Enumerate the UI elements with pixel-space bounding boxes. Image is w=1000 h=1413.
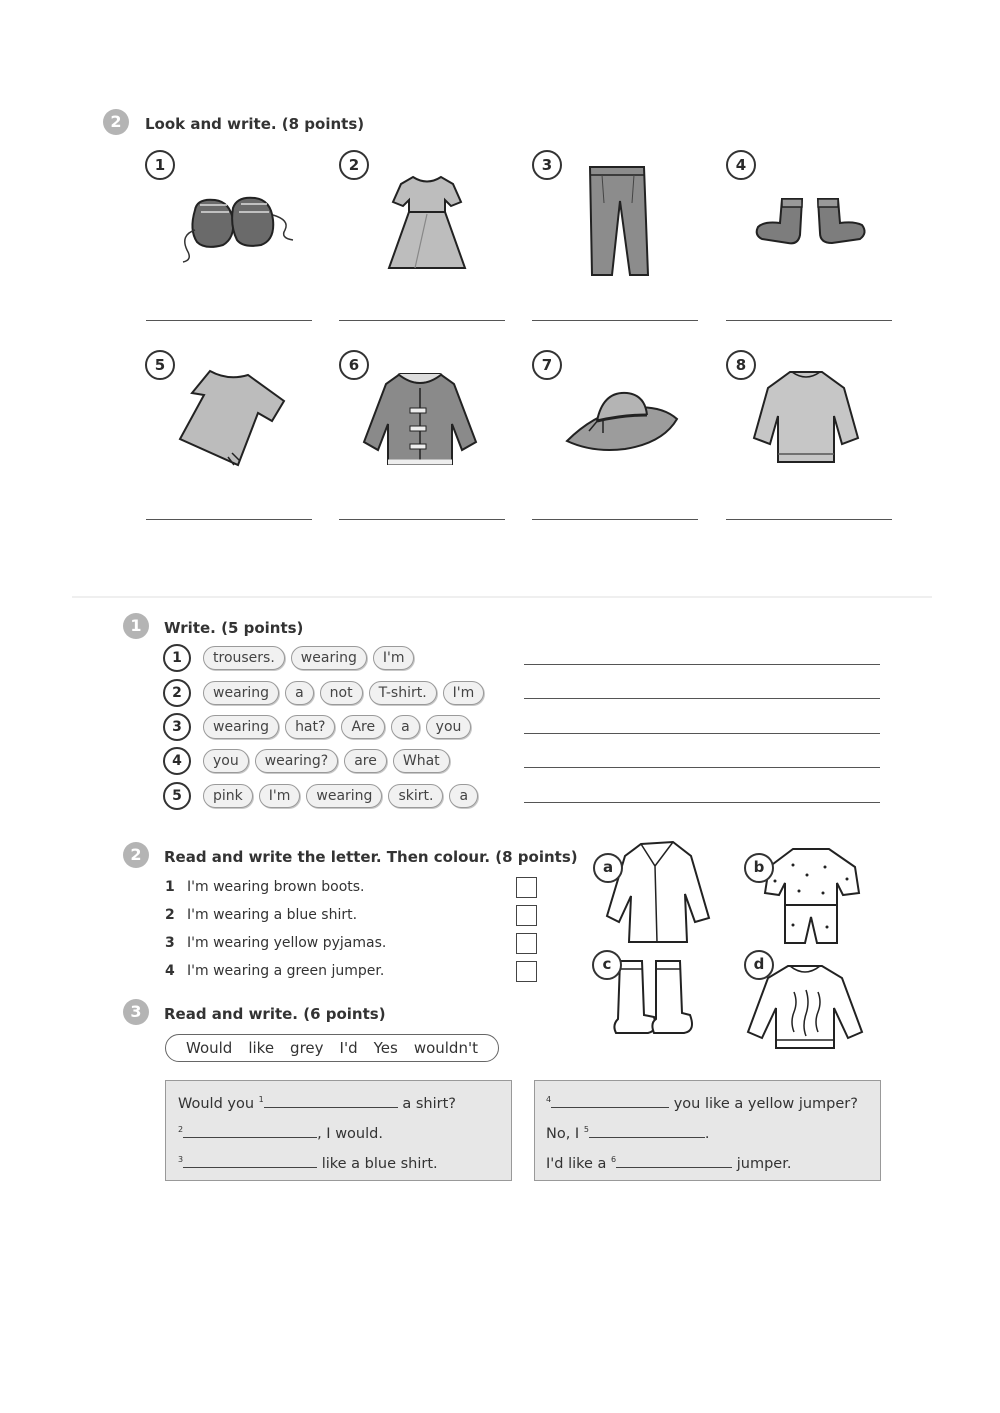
dialogue-line [546, 1153, 791, 1172]
sentence-text: I'm wearing brown boots. [187, 879, 365, 895]
word-bank-item: wouldn't [413, 1039, 478, 1057]
dialogue-text: , I would. [317, 1126, 383, 1142]
section-heading: Look and write. (8 points) [145, 115, 365, 133]
row-number: 4 [163, 747, 191, 775]
row-number: 1 [163, 644, 191, 672]
word-chip: not [320, 681, 363, 705]
section-badge: 2 [123, 842, 149, 868]
hat-icon [563, 385, 681, 455]
answer-line[interactable] [726, 519, 892, 520]
socks-icon [752, 195, 872, 247]
word-chip: are [344, 749, 387, 773]
dialogue-text: Would you [178, 1096, 259, 1112]
row-number: 3 [163, 713, 191, 741]
dialogue-line [546, 1123, 710, 1142]
answer-line[interactable] [532, 320, 698, 321]
picture-letter: a [593, 853, 623, 883]
word-chip: you [203, 749, 249, 773]
dialogue-line [178, 1123, 383, 1142]
word-bank-item: Would [186, 1039, 233, 1057]
gap-number: 3 [178, 1155, 184, 1165]
sentence-item [165, 907, 357, 923]
word-chip: I'm [259, 784, 301, 808]
gap-blank[interactable] [183, 1123, 317, 1138]
gap-number: 6 [611, 1155, 617, 1165]
item-number: 2 [339, 150, 369, 180]
letter-box[interactable] [516, 933, 537, 954]
word-bank-item: Yes [373, 1039, 398, 1057]
sentence-text: I'm wearing a green jumper. [187, 963, 385, 979]
dialogue-text: jumper. [732, 1156, 792, 1172]
gap-blank[interactable] [264, 1093, 398, 1108]
answer-line[interactable] [726, 320, 892, 321]
answer-line[interactable] [524, 767, 880, 768]
dialogue-line [546, 1093, 858, 1112]
section-badge: 3 [123, 999, 149, 1025]
word-chip: a [449, 784, 478, 808]
item-number: 6 [339, 350, 369, 380]
answer-line[interactable] [339, 519, 505, 520]
item-number: 3 [532, 150, 562, 180]
item-number: 3 [165, 935, 175, 951]
letter-box[interactable] [516, 905, 537, 926]
letter-box[interactable] [516, 961, 537, 982]
word-order-row [163, 747, 456, 775]
item-number: 2 [165, 907, 175, 923]
word-chip: T-shirt. [369, 681, 437, 705]
sentence-item [165, 963, 384, 979]
answer-line[interactable] [524, 802, 880, 803]
dialogue-text: you like a yellow jumper? [669, 1096, 858, 1112]
answer-line[interactable] [146, 519, 312, 520]
word-chip: a [391, 715, 420, 739]
t-shirt-icon [178, 365, 293, 475]
word-chip: skirt. [388, 784, 443, 808]
section-heading: Write. (5 points) [164, 619, 304, 637]
gap-number: 2 [178, 1125, 184, 1135]
gap-number: 4 [546, 1095, 552, 1105]
word-chip: What [393, 749, 450, 773]
word-chip: wearing? [255, 749, 338, 773]
answer-line[interactable] [339, 320, 505, 321]
gap-blank[interactable] [589, 1123, 705, 1138]
word-chip: wearing [203, 715, 279, 739]
dialogue-text: . [704, 1126, 710, 1142]
word-bank [165, 1034, 499, 1062]
word-chip: wearing [291, 646, 367, 670]
boots-icon [175, 190, 300, 265]
word-chip: hat? [285, 715, 335, 739]
row-number: 5 [163, 782, 191, 810]
item-number: 5 [145, 350, 175, 380]
picture-letter: c [592, 950, 622, 980]
jumper-icon [750, 368, 862, 468]
word-chip: I'm [373, 646, 415, 670]
gap-number: 5 [583, 1125, 589, 1135]
sentence-item [165, 935, 386, 951]
section-badge: 1 [123, 613, 149, 639]
dialogue-line [178, 1153, 438, 1172]
sentence-text: I'm wearing a blue shirt. [187, 907, 358, 923]
sentence-text: I'm wearing yellow pyjamas. [187, 935, 387, 951]
word-chip: I'm [443, 681, 485, 705]
shirt-icon [603, 838, 715, 948]
gap-blank[interactable] [551, 1093, 669, 1108]
dialogue-text: No, I [546, 1126, 584, 1142]
row-number: 2 [163, 679, 191, 707]
dialogue-text: like a blue shirt. [317, 1156, 438, 1172]
answer-line[interactable] [524, 664, 880, 665]
word-chip: wearing [306, 784, 382, 808]
gap-blank[interactable] [183, 1153, 317, 1168]
word-order-row [163, 713, 477, 741]
section-heading: Read and write. (6 points) [164, 1005, 386, 1023]
pyjamas-icon [763, 845, 863, 947]
word-bank-item: grey [290, 1039, 324, 1057]
dialogue-text: I'd like a [546, 1156, 612, 1172]
boots-icon [610, 955, 696, 1037]
answer-line[interactable] [524, 698, 880, 699]
item-number: 1 [165, 879, 175, 895]
dialogue-line [178, 1093, 456, 1112]
section-badge: 2 [103, 109, 129, 135]
picture-letter: b [744, 853, 774, 883]
dress-icon [385, 172, 470, 272]
word-bank-item: I'd [339, 1039, 358, 1057]
picture-letter: d [744, 950, 774, 980]
trousers-icon [582, 163, 657, 281]
word-chip: you [426, 715, 472, 739]
word-chip: wearing [203, 681, 279, 705]
item-number: 7 [532, 350, 562, 380]
item-number: 1 [145, 150, 175, 180]
coat-icon [358, 368, 483, 468]
word-chip: a [285, 681, 314, 705]
item-number: 4 [726, 150, 756, 180]
word-chip: pink [203, 784, 253, 808]
gap-blank[interactable] [616, 1153, 732, 1168]
word-chip: trousers. [203, 646, 285, 670]
answer-line[interactable] [146, 320, 312, 321]
item-number: 8 [726, 350, 756, 380]
divider [72, 596, 932, 598]
word-bank-item: like [248, 1039, 275, 1057]
section-heading: Read and write the letter. Then colour. (8 points) [164, 848, 578, 866]
word-order-row [163, 644, 420, 672]
letter-box[interactable] [516, 877, 537, 898]
word-chip: Are [341, 715, 385, 739]
word-order-row [163, 679, 490, 707]
sentence-item [165, 879, 365, 895]
answer-line[interactable] [524, 733, 880, 734]
item-number: 4 [165, 963, 175, 979]
gap-number: 1 [258, 1095, 264, 1105]
dialogue-text: a shirt? [397, 1096, 456, 1112]
word-order-row [163, 782, 484, 810]
answer-line[interactable] [532, 519, 698, 520]
